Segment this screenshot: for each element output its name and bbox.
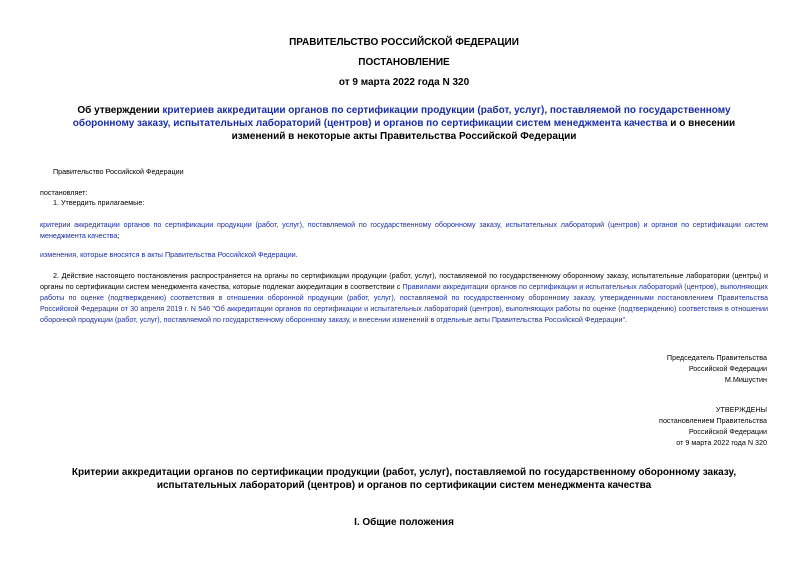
title-suffix: и о внесении изменений в некоторые акты Правительства Российской Федерации bbox=[231, 118, 736, 142]
government-rf-text: Правительство Российской Федерации bbox=[53, 167, 184, 176]
item-2-paragraph bbox=[40, 270, 768, 325]
signature-line-2: Российской Федерации bbox=[688, 364, 767, 373]
approved-line-1: УТВЕРЖДЕНЫ bbox=[715, 405, 767, 414]
government-heading: ПРАВИТЕЛЬСТВО РОССИЙСКОЙ ФЕДЕРАЦИИ bbox=[289, 37, 519, 48]
approved-block bbox=[659, 404, 767, 448]
doc-type-heading: ПОСТАНОВЛЕНИЕ bbox=[358, 57, 450, 68]
item-2-end: . bbox=[625, 315, 628, 324]
signature-line-3: М.Мишустин bbox=[724, 375, 767, 384]
item-1-text: 1. Утвердить прилагаемые: bbox=[53, 198, 145, 207]
criteria-paragraph bbox=[40, 219, 768, 241]
changes-tail: . bbox=[295, 250, 298, 259]
section-1-heading: I. Общие положения bbox=[354, 517, 454, 528]
criteria-title: Критерии аккредитации органов по сертификации продукции (работ, услуг), поставляемой по государственному оборонному заказу, испытательных лабораторий (центров) и органов по сертификации систем менеджмента качества bbox=[71, 467, 737, 491]
document-title bbox=[48, 104, 760, 143]
changes-paragraph bbox=[40, 249, 768, 260]
approved-line-2: постановлением Правительства bbox=[659, 416, 767, 425]
approved-line-4: от 9 марта 2022 года N 320 bbox=[676, 438, 767, 447]
resolves-text: постановляет: bbox=[40, 188, 88, 197]
accreditation-rules-link[interactable]: Правилами аккредитации органов по сертификации и испытательных лабораторий (центров), выполняющих работы по оценке (подтверждению) соответствия в отношении оборонной продукции (работ, услуг), поставляемой по государственному оборонному заказу, утвержденными постановлением Правительства Российской Федерации от 30 апреля 2019 г. N 546 "Об аккредитации органов по сертификации и испытательных лабораторий (центров), выполняющих работы по оценке (подтверждению) соответствия в отношении оборонной продукции (работ, услуг), поставляемой по государственному оборонному заказу, и внесении изменений в отдельные акты Правительства Российской Федерации" bbox=[40, 282, 768, 324]
changes-link[interactable]: изменения, которые вносятся в акты Правительства Российской Федерации bbox=[40, 250, 296, 259]
item-2-start: 2. Действие настоящего постановления распространяется на органы по сертификации продукции (работ, услуг), поставляемой по государственному оборонному заказу, испытательные лаборатории (центры) и органы по сертификации систем менеджмента качества, которые подлежат аккредитации в соответствии с bbox=[40, 271, 768, 291]
approved-line-3: Российской Федерации bbox=[688, 427, 767, 436]
title-criteria-link[interactable]: критериев аккредитации органов по сертификации продукции (работ, услуг), поставляемой по государственному оборонному заказу, испытательных лабораторий (центров) и органов по сертификации систем менеджмента качества bbox=[72, 105, 731, 129]
criteria-tail: ; bbox=[117, 231, 120, 240]
date-number-heading: от 9 марта 2022 года N 320 bbox=[338, 77, 470, 88]
signature-line-1: Председатель Правительства bbox=[666, 353, 767, 362]
title-prefix: Об утверждении bbox=[77, 105, 163, 116]
signature-block bbox=[667, 352, 767, 385]
criteria-link[interactable]: критерии аккредитации органов по сертификации продукции (работ, услуг), поставляемой по государственному оборонному заказу, испытательных лабораторий (центров) и органов по сертификации систем менеджмента качества bbox=[40, 220, 768, 240]
